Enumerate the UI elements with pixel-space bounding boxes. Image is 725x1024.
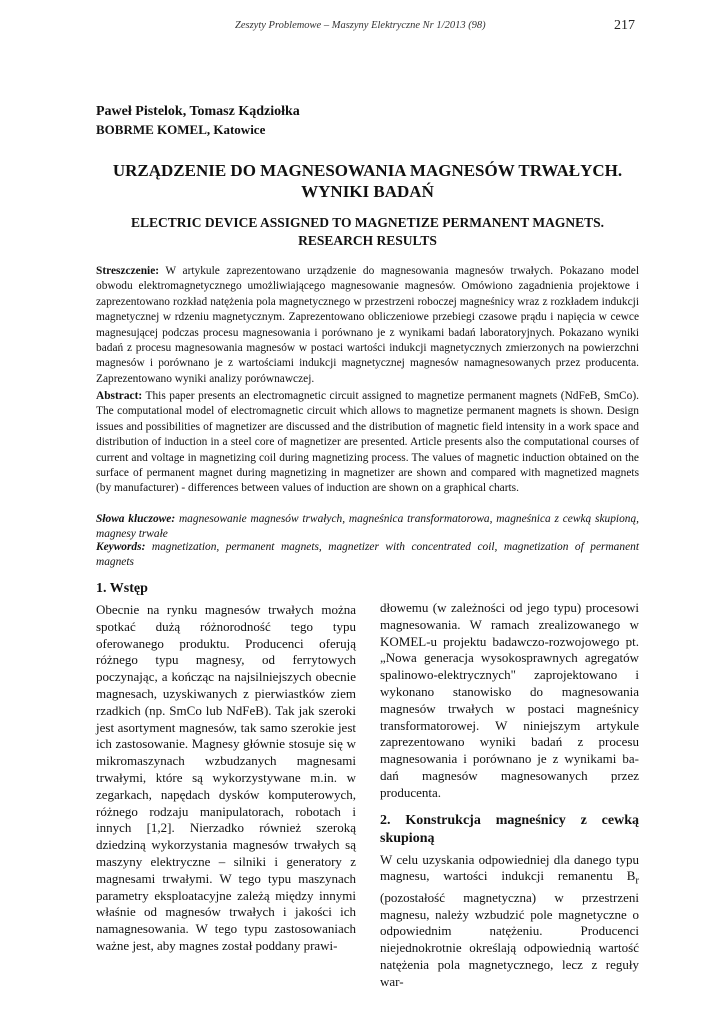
left-column — [96, 580, 356, 955]
abstract-paragraph — [96, 389, 639, 497]
remanence-subscript: r — [635, 874, 639, 887]
section-2-paragraph — [380, 852, 639, 991]
section-2-text-start: W celu uzyskania odpowiedniej dla danego typu magnesu, wartości indukcji remanentu B — [380, 851, 639, 884]
section-2-heading: 2. Konstrukcja magneśnicy z cewką skupioną — [380, 812, 639, 846]
section-2-text-end: (pozostałość magnetyczna) w przestrzeni magnesu, należy wzbudzić pole magnetyczne o odpowiednim natężeniu. Producenci niejednokrotnie określają odpowiednią wartość natężenia pola magnetycznego, lecz z reguły war- — [380, 889, 639, 989]
section-1-paragraph-right: dłowemu (w zależności od jego typu) procesowi magnesowania. W ramach zrealizowanego w KOMEL-u projektu badawczo-rozwojowego pt. „Nowa generacja wysokosprawnych agregatów spalinowo-elektrycznych" zaprojektowano i wykonano stanowisko do magnesowania magnesów trwałych w postaci magneśnicy transformatorowej. W niniejszym artykule zaprezentowano wyniki badań z procesu magnesowania i porównano je z wynikami ba-dań magnesów magnesowanych przez producenta. — [380, 600, 639, 800]
keywords-polish — [96, 512, 639, 543]
keywords-english-text: magnetization, permanent magnets, magnetizer with concentrated coil, magnetization of permanent magnets — [96, 541, 639, 569]
authors: Paweł Pistelok, Tomasz Kądziołka — [96, 104, 300, 119]
keywords-polish-text: magnesowanie magnesów trwałych, magneśnica transformatorowa, magneśnica z cewką skupioną, magnesy trwałe — [96, 513, 640, 541]
keywords-polish-label: Słowa kluczowe: — [96, 513, 176, 525]
journal-title: Zeszyty Problemowe – Maszyny Elektryczne Nr 1/2013 (98) — [235, 20, 486, 31]
title-english: ELECTRIC DEVICE ASSIGNED TO MAGNETIZE PERMANENT MAGNETS. RESEARCH RESULTS — [131, 215, 604, 248]
section-1-heading: 1. Wstęp — [96, 581, 148, 596]
abstract-label: Abstract: — [96, 390, 143, 402]
abstract-text: This paper presents an electromagnetic circuit assigned to magnetize permanent magnets (NdFeB, SmCo). The computational model of electromagnetic circuit which allows to magnetize permanent magnets is shown. Design issues and possibilities of magnetizer are discussed and the distribution of magnetic field intensity in a work space and distribution of induction in a steel core of magnetizer are presented. Article presents also the computational courses of current and voltage in magnetizing coil during magnetizing process. The values of magnetic induction obtained on the surface of permanent magnet during magnetizing in magnetizer are shown and compared with magnetized magnets (by manufacturer) - differences between values of induction are shown on a graphical charts. — [96, 390, 639, 495]
running-header — [0, 18, 725, 38]
right-column — [380, 600, 639, 991]
keywords-english — [96, 540, 639, 571]
streszczenie-paragraph — [96, 264, 639, 387]
streszczenie-label: Streszczenie: — [96, 265, 160, 277]
keywords-english-label: Keywords: — [96, 541, 146, 553]
page-number: 217 — [614, 18, 635, 33]
title-polish: URZĄDZENIE DO MAGNESOWANIA MAGNESÓW TRWAŁYCH. WYNIKI BADAŃ — [112, 161, 623, 201]
affiliation: BOBRME KOMEL, Katowice — [96, 122, 266, 137]
streszczenie-text: W artykule zaprezentowano urządzenie do magnesowania magnesów trwałych. Pokazano model obwodu elektromagnetycznego umożliwiającego magnesowanie magnesów. Omówiono zagadnienia projektowe i zaprezentowano rozkład natężenia pola magnetycznego w przestrzeni roboczej magneśnicy wraz z rozkładem indukcji magnetycznej w rdzeniu magnetycznym. Zaprezentowano obliczeniowe przebiegi czasowe prądu i napięcia w cewce magnesującej podczas procesu magnesowania i porównano je z wynikami badań laboratoryjnych. Pokazano wyniki badań z procesu magnesowania magnesów w postaci wartości indukcji magnetycznych zmierzonych na powierzchni magnesów i porównano je z wartościami indukcji magnetycznej magnesów namagnesowanych przez producenta. Zaprezentowano wyniki analizy porównawczej. — [96, 265, 639, 385]
section-1-paragraph-left: Obecnie na rynku magnesów trwałych można spotkać dużą różnorodność tego typu oferowanego produktu. Producenci oferują różnego typu magnesy, od ferrytowych poczynając, a kończąc na najsilniejszych obecnie magnesach, uzyskiwanych z pierwiastków ziem rzadkich (np. SmCo lub NdFeB). Tak jak szeroki jest asortyment magnesów, tak samo szerokie jest ich zastosowanie. Magnesy głównie stosuje się w mikromaszynach wzbudzanych magnesami trwałymi, które są wykorzystywane m.in. w zegarkach, napędach dysków komputerowych, różnego rodzaju manipulatorach, robotach i innych [1,2]. Nierzadko również szeroką dziedziną wykorzystania magnesów trwałych są maszyny elektryczne – silniki i generatory z magnesami trwałymi. W tego typu maszynach parametry eksploatacyjne zależą między innymi właśnie od magnesów trwałych i jakości ich namagnesowania. W tego typu zastosowaniach ważne jest, aby magnes został poddany prawi- — [96, 602, 356, 953]
